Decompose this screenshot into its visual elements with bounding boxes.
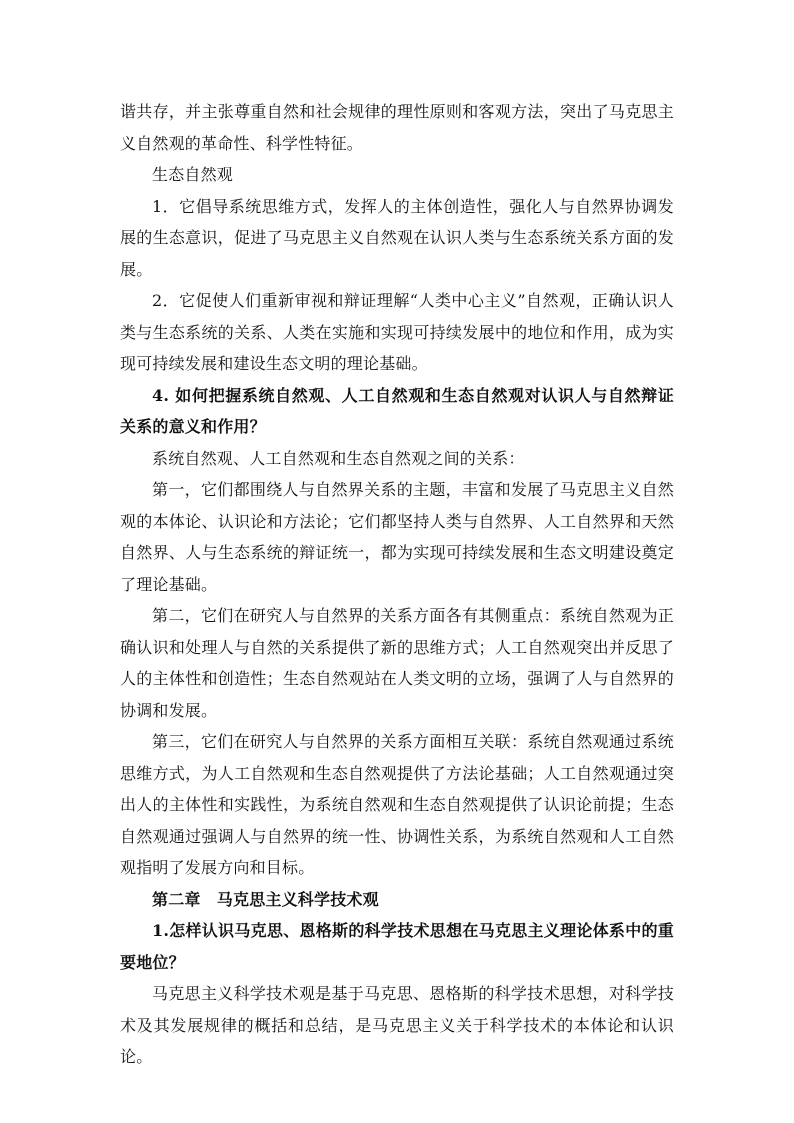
answer-1-paragraph: 马克思主义科学技术观是基于马克思、恩格斯的科学技术思想，对科学技术及其发展规律的概括和总结，是马克思主义关于科学技术的本体论和认识论。 [120,984,674,1066]
question-4-heading: 4. 如何把握系统自然观、人工自然观和生态自然观对认识人与自然辩证关系的意义和作用？ [120,385,674,436]
second-point-paragraph: 第二，它们在研究人与自然界的关系方面各有其侧重点：系统自然观为正确认识和处理人与自然的关系提供了新的思维方式；人工自然观突出并反思了人的主体性和创造性；生态自然观站在人类文明的立场，强调了人与自然界的协调和发展。 [120,606,674,720]
point-2-paragraph: 2．它促使人们重新审视和辩证理解“人类中心主义”自然观，正确认识人类与生态系统的关系、人类在实施和实现可持续发展中的地位和作用，成为实现可持续发展和建设生态文明的理论基础。 [120,291,674,373]
third-point-paragraph: 第三，它们在研究人与自然界的关系方面相互关联：系统自然观通过系统思维方式，为人工自然观和生态自然观提供了方法论基础；人工自然观通过突出人的主体性和实践性，为系统自然观和生态自然观提供了认识论前提；生态自然观通过强调人与自然界的统一性、协调性关系，为系统自然观和人工自然观指明了发展方向和目标。 [120,732,674,877]
document-page [120,96,674,1073]
relationship-intro: 系统自然观、人工自然观和生态自然观之间的关系： [152,448,525,468]
chapter-2-heading: 第二章 马克思主义科学技术观 [152,889,379,909]
question-1-heading: 1.怎样认识马克思、恩格斯的科学技术思想在马克思主义理论体系中的重要地位？ [120,921,674,972]
first-point-paragraph: 第一，它们都围绕人与自然界关系的主题，丰富和发展了马克思主义自然观的本体论、认识论和方法论；它们都坚持人类与自然界、人工自然界和天然自然界、人与生态系统的辩证统一，都为实现可持续发展和生态文明建设奠定了理论基础。 [120,480,674,594]
point-1-paragraph: 1．它倡导系统思维方式，发挥人的主体创造性，强化人与自然界协调发展的生态意识，促进了马克思主义自然观在认识人类与生态系统关系方面的发展。 [120,196,674,279]
continued-paragraph: 谐共存，并主张尊重自然和社会规律的理性原则和客观方法，突出了马克思主义自然观的革命性、科学性特征。 [120,102,674,153]
subheading-ecological-view: 生态自然观 [152,165,234,184]
